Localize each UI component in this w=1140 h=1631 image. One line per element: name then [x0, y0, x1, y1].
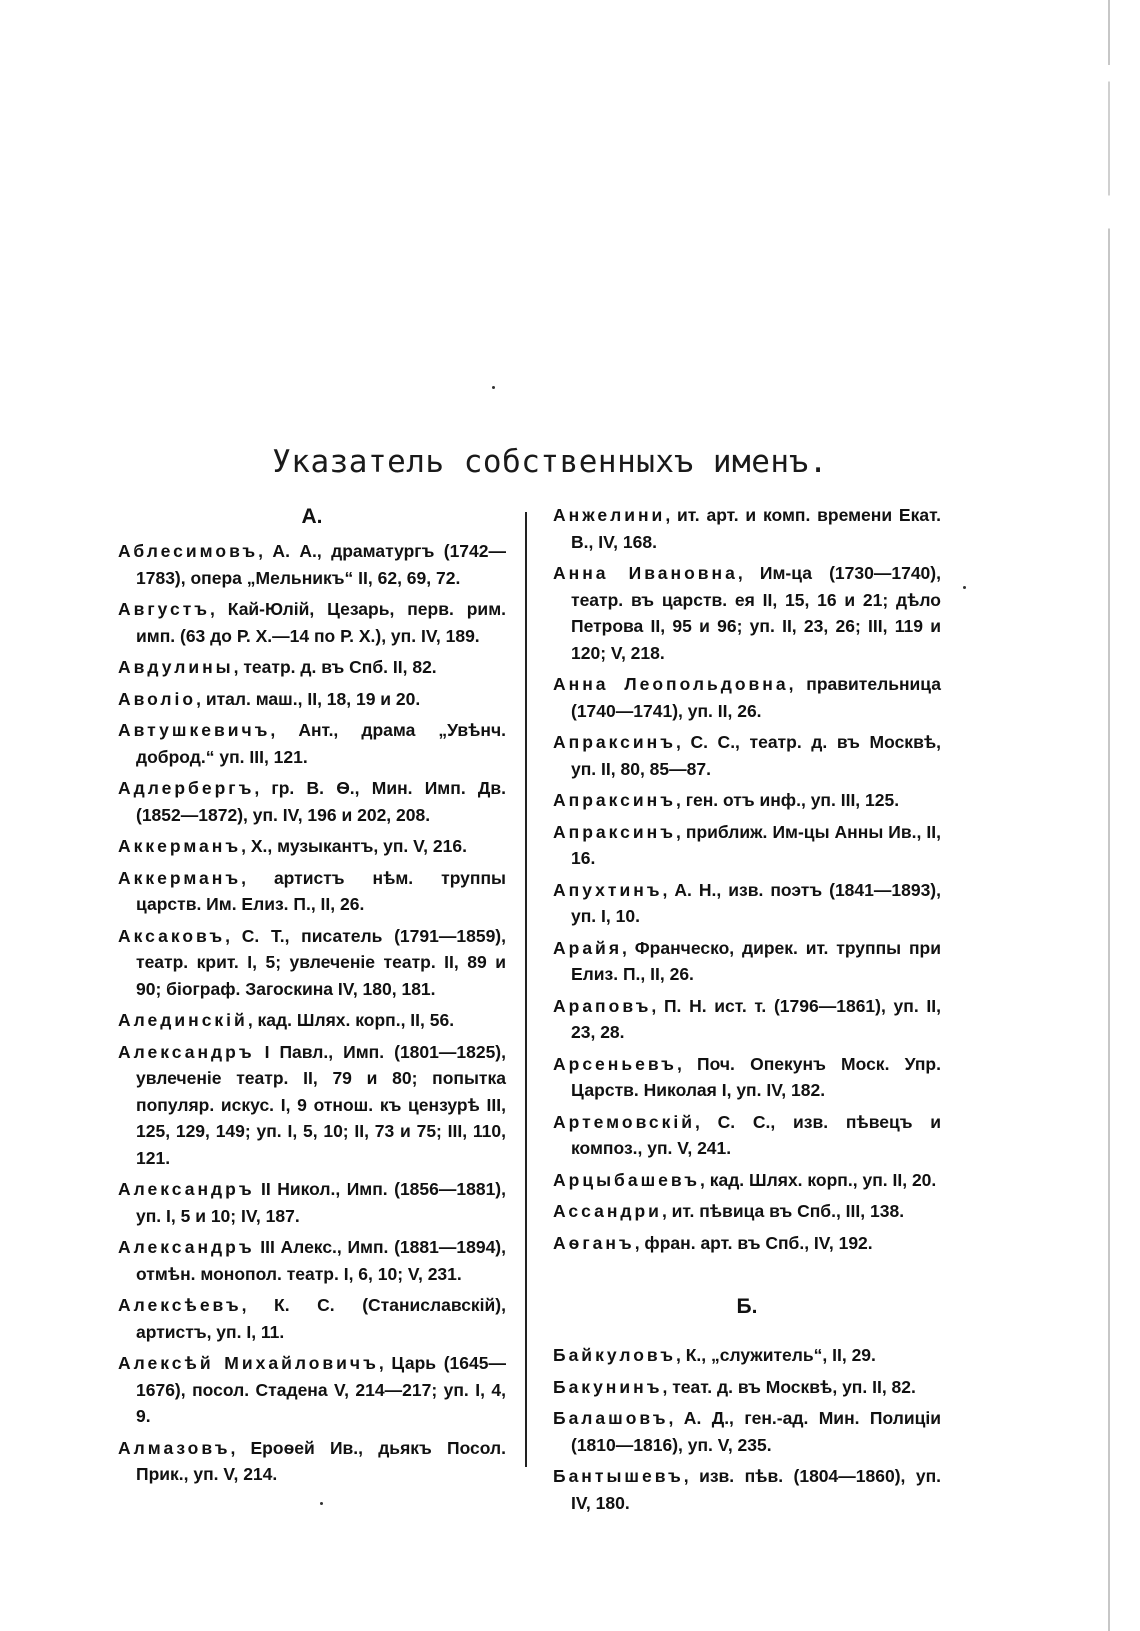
entry-details: , теат. д. въ Москвѣ, уп. II, 82.: [662, 1376, 916, 1397]
entry-name: Артемовскій: [553, 1111, 696, 1132]
entry-name: Апраксинъ: [553, 790, 676, 810]
left-column: [118, 502, 506, 1493]
index-entry: [553, 819, 941, 872]
index-entry: [553, 502, 941, 555]
entry-details: , Х., музыкантъ, уп. V, 216.: [241, 836, 467, 856]
index-entry: [553, 1051, 941, 1104]
right-entry-list-b: [553, 1342, 941, 1516]
entry-name: Алексѣй Михайловичъ: [118, 1353, 379, 1373]
entry-details: , ит. пѣвица въ Спб., III, 138.: [661, 1201, 905, 1221]
index-entry: [118, 865, 506, 918]
entry-name: Бантышевъ: [553, 1466, 684, 1486]
entry-name: Аволіо: [118, 688, 197, 709]
entry-details: , А. А., драматургъ (1742—1783), опера „Мельникъ“ II, 62, 69, 72.: [136, 541, 506, 588]
column-divider: [525, 512, 527, 1467]
page-title: Указатель собственныхъ именъ.: [272, 444, 828, 480]
entry-name: Александръ: [118, 1041, 255, 1062]
entry-details: I Павл., Имп. (1801—1825), увлеченіе театр. II, 79 и 80; попытка популяр. искус. I, 9 отнош. къ цензурѣ III, 125, 129, 149; уп. I, 5, 10; II, 73 и 75; III, 110, 121.: [136, 1041, 506, 1168]
scan-speck: [963, 586, 966, 589]
entry-details: , приближ. Им-цы Анны Ив., II, 16.: [571, 821, 941, 868]
entry-name: Алексѣевъ: [118, 1295, 242, 1315]
index-entry: [553, 1342, 941, 1369]
index-entry: [553, 787, 941, 814]
section-letter-a: А.: [301, 505, 323, 528]
index-entry: [553, 1109, 941, 1162]
scan-speck: [320, 1502, 323, 1505]
index-entry: [553, 993, 941, 1046]
entry-details: , кад. Шлях. корп., II, 56.: [247, 1010, 455, 1030]
entry-name: Авдулины: [118, 657, 234, 677]
index-entry: [118, 775, 506, 828]
index-entry: [118, 923, 506, 1003]
index-entry: [118, 1292, 506, 1345]
entry-name: Августъ: [118, 599, 211, 619]
entry-name: Аксаковъ: [118, 925, 226, 946]
entry-name: Балашовъ: [553, 1408, 669, 1428]
index-entry: [118, 1039, 506, 1172]
index-entry: [118, 1176, 506, 1229]
entry-details: , театр. д. въ Спб. II, 82.: [233, 657, 437, 677]
entry-name: Бакунинъ: [553, 1376, 663, 1397]
entry-name: Байкуловъ: [553, 1345, 676, 1365]
entry-details: , С. Т., писатель (1791—1859), театр. крит. I, 5; увлеченіе театр. II, 89 и 90; біограф. Загоскина IV, 180, 181.: [136, 925, 506, 999]
entry-name: Апухтинъ: [553, 879, 663, 900]
index-entry: [118, 686, 506, 713]
index-entry: [118, 1234, 506, 1287]
entry-details: , Франческо, дирек. ит. труппы при Елиз. П., II, 26.: [571, 937, 941, 984]
section-letter-b: Б.: [736, 1295, 758, 1318]
entry-details: , итал. маш., II, 18, 19 и 20.: [196, 688, 421, 709]
entry-name: Адлербергъ: [118, 778, 255, 798]
entry-details: , Поч. Опекунъ Моск. Упр. Царств. Николая I, уп. IV, 182.: [571, 1053, 941, 1100]
entry-details: , С. С., театр. д. въ Москвѣ, уп. II, 80, 85—87.: [571, 732, 941, 779]
entry-name: Аблесимовъ: [118, 541, 259, 561]
index-entry: [118, 717, 506, 770]
index-entry: [118, 538, 506, 591]
entry-name: Алмазовъ: [118, 1437, 231, 1458]
entry-name: Александръ: [118, 1237, 255, 1257]
entry-name: Арцыбашевъ: [553, 1169, 700, 1190]
entry-details: , гр. В. Ѳ., Мин. Имп. Дв. (1852—1872), уп. IV, 196 и 202, 208.: [136, 778, 506, 825]
entry-details: , Ероѳей Ив., дьякъ Посол. Прик., уп. V, 214.: [136, 1437, 506, 1484]
entry-details: , ген. отъ инф., уп. III, 125.: [675, 790, 900, 810]
index-entry: [118, 1435, 506, 1488]
entry-details: , ит. арт. и комп. времени Екат. В., IV, 168.: [571, 505, 941, 552]
entry-details: , Кай-Юлій, Цезарь, перв. рим. имп. (63 до Р. Х.—14 по Р. Х.), уп. IV, 189.: [136, 599, 506, 646]
entry-details: , П. Н. ист. т. (1796—1861), уп. II, 23, 28.: [571, 995, 941, 1042]
index-entry: [553, 729, 941, 782]
entry-details: , К., „служитель“, II, 29.: [676, 1345, 876, 1365]
entry-details: , К. С. (Станиславскій), артистъ, уп. I, 11.: [136, 1295, 506, 1342]
entry-details: , правительница (1740—1741), уп. II, 26.: [571, 674, 941, 721]
page-edge-line: [1108, 0, 1110, 1631]
left-entry-list: [118, 538, 506, 1488]
entry-name: Апраксинъ: [553, 821, 676, 842]
right-column: [553, 502, 941, 1521]
entry-name: Аѳганъ: [553, 1232, 635, 1253]
entry-name: Алединскій: [118, 1010, 248, 1030]
index-entry: [553, 1167, 941, 1194]
entry-name: Анна Ивановна: [553, 563, 738, 583]
index-entry: [118, 596, 506, 649]
entry-details: , А. Н., изв. поэтъ (1841—1893), уп. I, 10.: [571, 879, 941, 926]
entry-details: III Алекс., Имп. (1881—1894), отмѣн. монопол. театр. I, 6, 10; V, 231.: [136, 1237, 506, 1284]
entry-details: , Ант., драма „Увѣнч. доброд.“ уп. III, 121.: [136, 720, 506, 767]
index-entry: [553, 560, 941, 666]
entry-name: Анжелини: [553, 505, 666, 525]
entry-details: , изв. пѣв. (1804—1860), уп. IV, 180.: [571, 1466, 941, 1513]
entry-details: , А. Д., ген.-ад. Мин. Полиціи (1810—1816), уп. V, 235.: [571, 1408, 941, 1455]
entry-details: , Им-ца (1730—1740), театр. въ царств. ея II, 15, 16 и 21; дѣло Петрова II, 95 и 96; уп. II, 23, 26; III, 119 и 120; V, 218.: [571, 563, 941, 663]
index-entry: [553, 1463, 941, 1516]
entry-name: Ассандри: [553, 1201, 662, 1221]
entry-details: , С. С., изв. пѣвецъ и композ., уп. V, 241.: [571, 1111, 941, 1158]
index-entry: [553, 1198, 941, 1225]
entry-name: Аккерманъ: [118, 836, 242, 856]
entry-name: Александръ: [118, 1179, 255, 1199]
entry-details: , Царь (1645—1676), посол. Стадена V, 214—217; уп. I, 4, 9.: [136, 1353, 506, 1426]
index-entry: [118, 1350, 506, 1430]
scan-speck: [492, 386, 495, 389]
right-entry-list-a: [553, 502, 941, 1256]
index-entry: [553, 1405, 941, 1458]
index-entry: [553, 1230, 941, 1257]
entry-name: Автушкевичъ: [118, 720, 271, 740]
index-entry: [118, 654, 506, 681]
index-entry: [553, 877, 941, 930]
entry-name: Анна Леопольдовна: [553, 674, 789, 694]
entry-name: Араповъ: [553, 995, 652, 1016]
index-entry: [118, 1007, 506, 1034]
entry-name: Арсеньевъ: [553, 1053, 677, 1074]
index-entry: [118, 833, 506, 860]
index-entry: [553, 1374, 941, 1401]
entry-name: Аккерманъ: [118, 867, 242, 888]
entry-details: , кад. Шлях. корп., уп. II, 20.: [699, 1169, 937, 1190]
entry-details: II Никол., Имп. (1856—1881), уп. I, 5 и 10; IV, 187.: [136, 1179, 506, 1226]
entry-name: Апраксинъ: [553, 732, 676, 752]
index-entry: [553, 671, 941, 724]
index-entry: [553, 935, 941, 988]
entry-details: , артистъ нѣм. труппы царств. Им. Елиз. П., II, 26.: [136, 867, 506, 914]
entry-details: , фран. арт. въ Спб., IV, 192.: [634, 1232, 873, 1253]
entry-name: Арайя: [553, 937, 623, 958]
